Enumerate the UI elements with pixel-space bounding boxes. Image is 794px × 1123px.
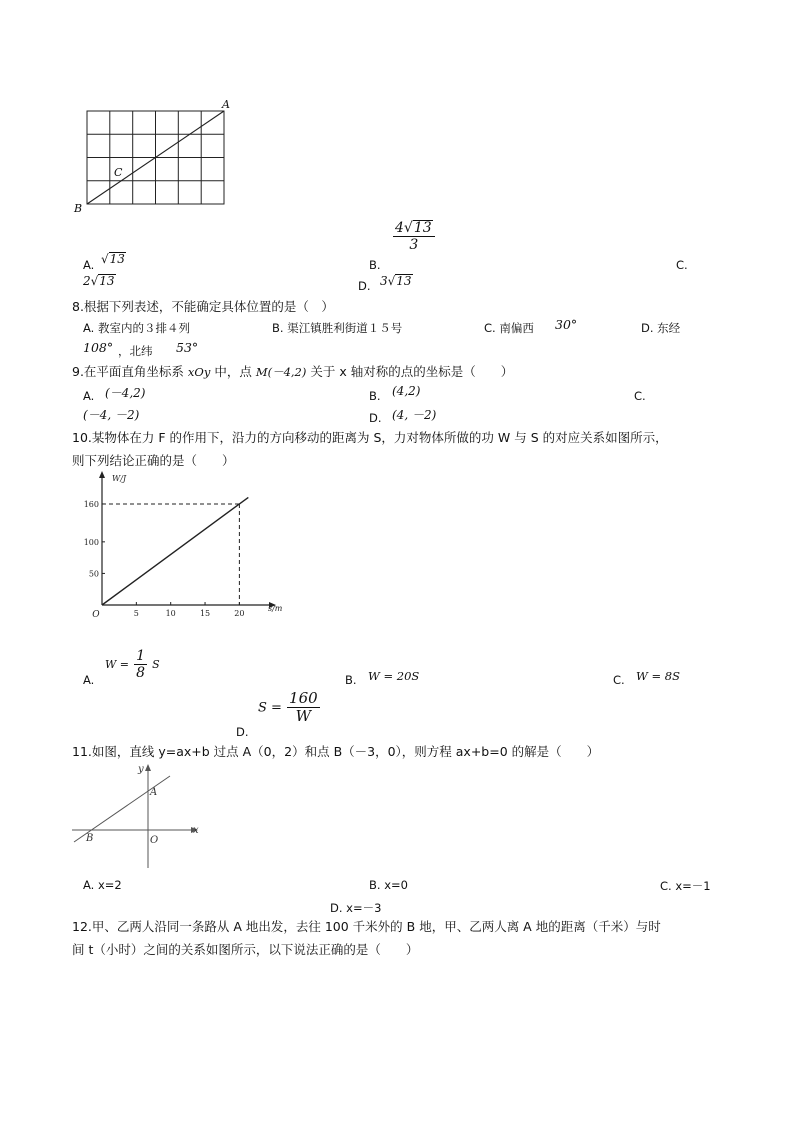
q7-point-b-label: B (74, 202, 83, 215)
q7-option-d-math: 3√13 (380, 274, 412, 288)
q7-option-b-num-coef: 4 (395, 220, 404, 236)
q11-origin-label: O (150, 835, 159, 846)
q9-option-a-label: A. (83, 389, 95, 403)
q10-option-d-num: 160 (289, 689, 318, 707)
q8-option-b: B. 渠江镇胜利街道１５号 (272, 321, 403, 335)
q7-option-c-math: 2√13 (83, 274, 115, 288)
q7-option-a-radicand: 13 (109, 252, 125, 266)
q10-option-a-lhs: W = (105, 658, 130, 672)
q11-stem: 11.如图，直线 y=ax+b 过点 A（0，2）和点 B（－3，0），则方程 ax+b=0 的解是（ ） (72, 744, 600, 759)
q9-stem-after: 关于 x 轴对称的点的坐标是（ ） (310, 364, 514, 379)
origin-label: O (92, 610, 100, 620)
y-axis-label: W/J (112, 474, 127, 483)
q9-stem-before: 9.在平面直角坐标系 (72, 364, 184, 379)
q7-option-b-num-radicand: 13 (413, 220, 432, 236)
x-tick-label: 10 (165, 609, 176, 618)
q9-option-a-value: (－4,2) (105, 386, 146, 400)
q10-option-d-math (258, 690, 320, 726)
x-tick-label: 5 (133, 609, 139, 618)
q7-point-a-label: A (222, 98, 230, 111)
q7-option-b-label: B. (369, 258, 381, 272)
q9-option-b-value: (4,2) (392, 384, 421, 398)
q7-grid-figure (70, 94, 240, 214)
q12-stem-line2: 间 t（小时）之间的关系如图所示，以下说法正确的是（ ） (72, 942, 419, 957)
q11-option-c: C. x=－1 (660, 879, 711, 893)
q7-option-d-label: D. (358, 279, 371, 293)
q12-stem-line1: 12.甲、乙两人沿同一条路从 A 地出发，去往 100 千米外的 B 地，甲、乙两人离 A 地的距离（千米）与时 (72, 919, 661, 934)
q10-option-a-den: 8 (136, 665, 146, 682)
q9-stem-mid: 中，点 (214, 364, 252, 379)
q8-option-d-text: D. 东经 (641, 321, 681, 335)
q10-option-a-label: A. (83, 673, 95, 687)
q9-stem (72, 362, 513, 380)
q10-option-a-num: 1 (136, 648, 146, 664)
q11-option-d: D. x=－3 (330, 901, 382, 915)
q10-option-c-label: C. (613, 673, 625, 687)
q10-option-a-math (105, 648, 160, 681)
y-axis-arrow (99, 471, 105, 478)
q10-option-d-label: D. (236, 725, 249, 739)
q7-option-d-radicand: 13 (396, 274, 412, 288)
q9-option-d-value: (4, －2) (392, 408, 437, 422)
q9-option-c-label: C. (634, 389, 646, 403)
q11-axis-y-label: y (138, 764, 144, 775)
y-tick-label: 160 (83, 499, 99, 509)
series-line-w (102, 497, 248, 605)
q10-option-b-label: B. (345, 673, 357, 687)
q11-axis-x-label: x (193, 825, 199, 836)
q11-option-a: A. x=2 (83, 878, 122, 892)
x-axis-label: s/m (268, 604, 283, 613)
q11-line-figure (72, 762, 202, 870)
y-tick-label: 100 (83, 537, 99, 547)
q10-option-b-expr: W = 20S (368, 669, 420, 683)
q11-point-b-label: B (86, 833, 94, 844)
q7-option-b-fraction: $\frac{4√13}{3}$ (393, 220, 435, 253)
q7-option-a-label: A. (83, 258, 95, 272)
q8-option-c-text: C. 南偏西 (484, 321, 534, 335)
q10-stem-line2: 则下列结论正确的是（ ） (72, 453, 235, 468)
q10-stem-line1: 10.某物体在力 F 的作用下，沿力的方向移动的距离为 S，力对物体所做的功 W 与 S 的对应关系如图所示， (72, 430, 668, 445)
q7-point-c-label: C (114, 166, 123, 179)
q10-option-c-expr: W = 8S (636, 669, 680, 683)
q7-option-c-label: C. (676, 258, 688, 272)
q7-option-c-coef: 2 (83, 274, 91, 288)
q9-option-d-label: D. (369, 411, 382, 425)
q10-work-distance-chart (72, 474, 283, 620)
q8-option-c-math: 30° (555, 317, 578, 332)
q8-option-d-math2: 53° (176, 340, 199, 355)
x-tick-label: 15 (199, 609, 211, 618)
q11-option-b: B. x=0 (369, 878, 408, 892)
q9-stem-system: xOy (187, 365, 211, 379)
q10-option-d-lhs: S = (258, 700, 282, 716)
q8-stem: 8.根据下列表述，不能确定具体位置的是（ ） (72, 299, 334, 314)
q8-option-d-math1: 108° (83, 340, 114, 355)
q11-point-a-label: A (150, 787, 158, 798)
x-tick-label: 20 (234, 609, 245, 618)
q9-stem-point: M(－4,2) (255, 365, 307, 379)
q7-option-a-math: √13 (101, 252, 125, 266)
y-tick-label: 50 (88, 569, 99, 579)
q10-option-d-den: W (295, 707, 312, 726)
q8-option-a: A. 教室内的３排４列 (83, 321, 190, 335)
q8-option-d-mid: ，北纬 (118, 344, 153, 358)
q10-option-a-var: S (152, 658, 160, 672)
q7-option-c-radicand: 13 (99, 274, 115, 288)
q7-option-d-coef: 3 (380, 274, 388, 288)
q9-option-c-value: (－4, －2) (83, 408, 140, 422)
q7-option-b-den: 3 (409, 237, 419, 254)
q9-option-b-label: B. (369, 389, 381, 403)
